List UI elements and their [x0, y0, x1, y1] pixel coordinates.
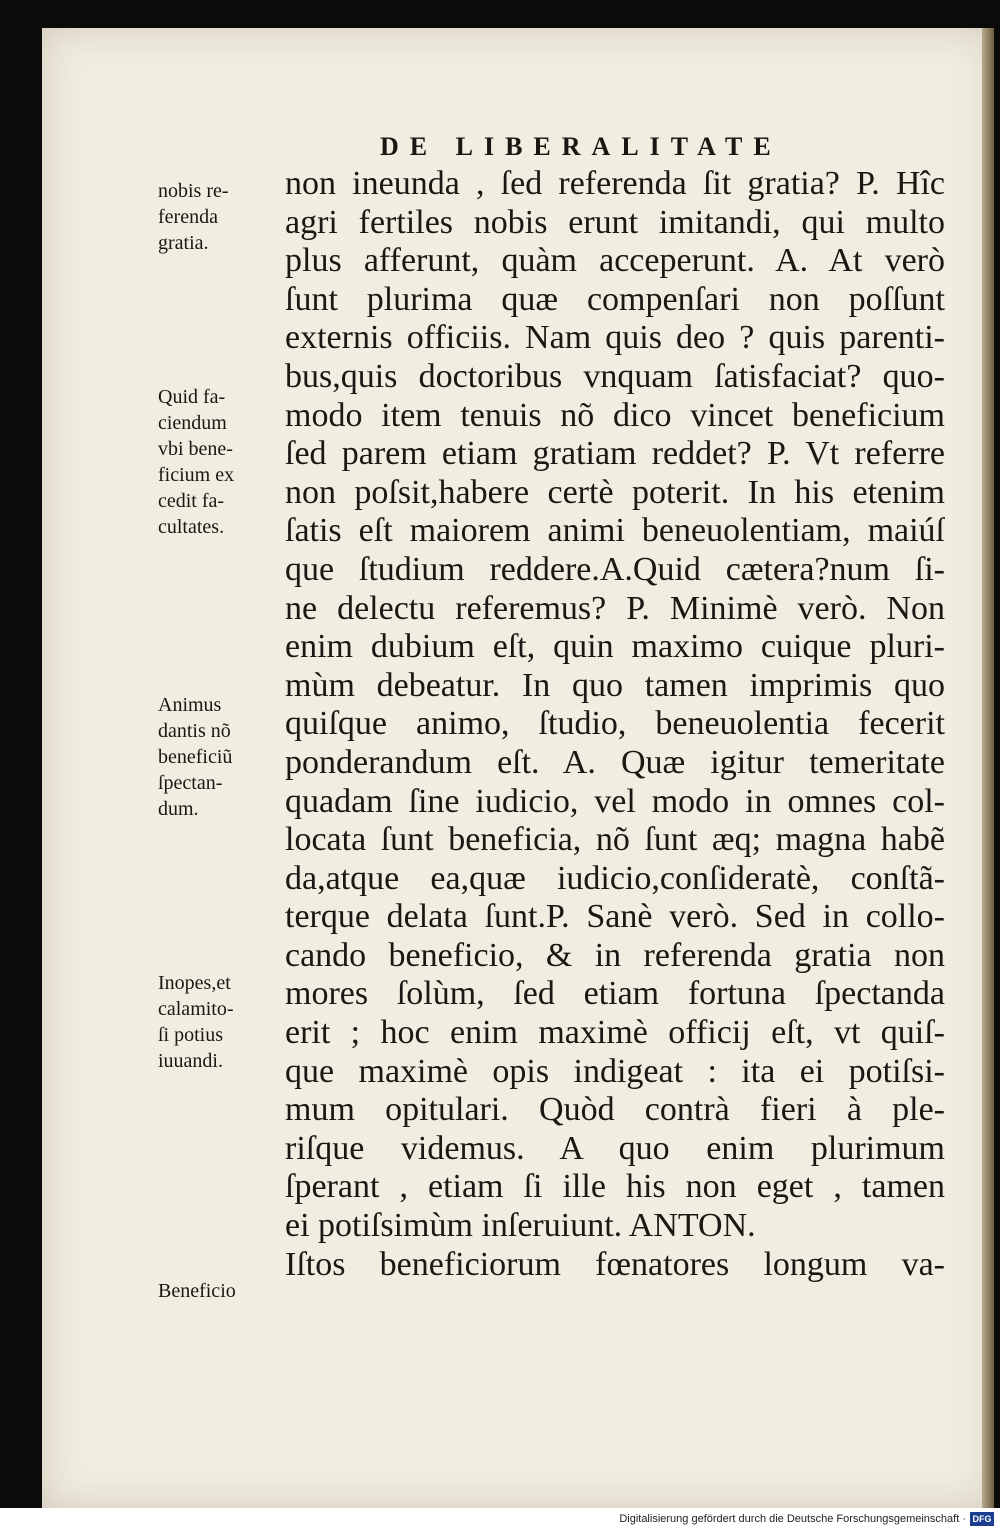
margin-note-line: cedit fa- [158, 490, 225, 512]
text-line: ſperant , etiam ſi ille his non eget , tamen [285, 1168, 945, 1206]
text-line: erit ; hoc enim maximè officij eſt, vt quiſ- [285, 1014, 945, 1052]
text-line: non ineunda , ſed referenda ſit gratia? P. Hîc [285, 165, 945, 202]
margin-note-line: Beneficio [158, 1280, 236, 1302]
text-line: non poſsit,habere certè poterit. In his etenim [285, 473, 945, 511]
margin-note-line: ciendum [158, 412, 227, 434]
digitization-credit: Digitalisierung gefördert durch die Deutsche Forschungsgemeinschaft · [619, 1513, 966, 1525]
margin-note [158, 970, 283, 1074]
margin-note-line: Animus [158, 694, 222, 716]
text-line: ſunt plurima quæ compenſari non poſſunt [285, 280, 945, 318]
text-line: da,atque ea,quæ iudicio,conſideratè, conſtã- [285, 859, 945, 897]
margin-note-line: beneficiũ [158, 746, 233, 768]
text-line: quiſque animo, ſtudio, beneuolentia fecerit [285, 705, 945, 743]
text-line: plus afferunt, quàm acceperunt. A. At verò [285, 242, 945, 280]
text-line: ſatis eſt maiorem animi beneuolentiam, maiúſ [285, 512, 945, 550]
text-line: mùm debeatur. In quo tamen imprimis quo [285, 666, 945, 704]
page-edge [982, 28, 994, 1508]
text-line: que ſtudium reddere.A.Quid cætera?num ſi- [285, 550, 945, 588]
margin-note-line: dum. [158, 798, 199, 820]
text-line: externis officiis. Nam quis deo ? quis parenti- [285, 319, 945, 357]
margin-note [158, 692, 283, 822]
margin-note [158, 384, 283, 540]
text-line: bus,quis doctoribus vnquam ſatisfaciat? quo- [285, 357, 945, 395]
text-line: ne delectu referemus? P. Minimè verò. Non [285, 589, 945, 627]
text-line: ponderandum eſt. A. Quæ igitur temeritate [285, 743, 945, 781]
margin-note-line: Inopes,et [158, 972, 231, 994]
text-line: mum opitulari. Quòd contrà fieri à ple- [285, 1091, 945, 1129]
text-line: terque delata ſunt.P. Sanè verò. Sed in collo- [285, 898, 945, 936]
margin-note-line: nobis re- [158, 180, 229, 202]
text-line: ſed parem etiam gratiam reddet? P. Vt referre [285, 435, 945, 473]
margin-note-line: calamito- [158, 998, 234, 1020]
text-line: enim dubium eſt, quin maximo cuique pluri- [285, 628, 945, 666]
text-line: Iſtos beneficiorum fœnatores longum va- [285, 1245, 945, 1283]
text-line: riſque videmus. A quo enim plurimum [285, 1129, 945, 1167]
text-line: mores ſolùm, ſed etiam fortuna ſpectanda [285, 975, 945, 1013]
text-line: quadam ſine iudicio, vel modo in omnes col- [285, 782, 945, 820]
margin-note-line: cultates. [158, 516, 225, 538]
text-line: locata ſunt beneficia, nõ ſunt æq; magna habẽ [285, 821, 945, 859]
margin-note-line: iuuandi. [158, 1050, 223, 1072]
margin-note-line: Quid fa- [158, 386, 226, 408]
margin-note-line: dantis nõ [158, 720, 231, 742]
margin-note [158, 178, 283, 256]
margin-note-line: ficium ex [158, 464, 235, 486]
margin-note [158, 1278, 283, 1304]
margin-note-line: ferenda [158, 206, 218, 228]
running-title: DE LIBERALITATE [380, 132, 782, 161]
text-line: ei potiſsimùm inſeruiunt. ANTON. [285, 1207, 756, 1245]
text-line: agri fertiles nobis erunt imitandi, qui multo [285, 203, 945, 241]
text-line: cando beneficio, & in referenda gratia non [285, 936, 945, 974]
margin-note-line: ſpectan- [158, 772, 223, 794]
dfg-logo: DFG [970, 1512, 994, 1526]
text-line: modo item tenuis nõ dico vincet beneficium [285, 396, 945, 434]
text-line: que maximè opis indigeat : ita ei potiſsi- [285, 1052, 945, 1090]
margin-note-line: vbi bene- [158, 438, 233, 460]
main-text-block [285, 165, 945, 1284]
margin-note-line: gratia. [158, 232, 209, 254]
margin-note-line: ſi potius [158, 1024, 224, 1046]
